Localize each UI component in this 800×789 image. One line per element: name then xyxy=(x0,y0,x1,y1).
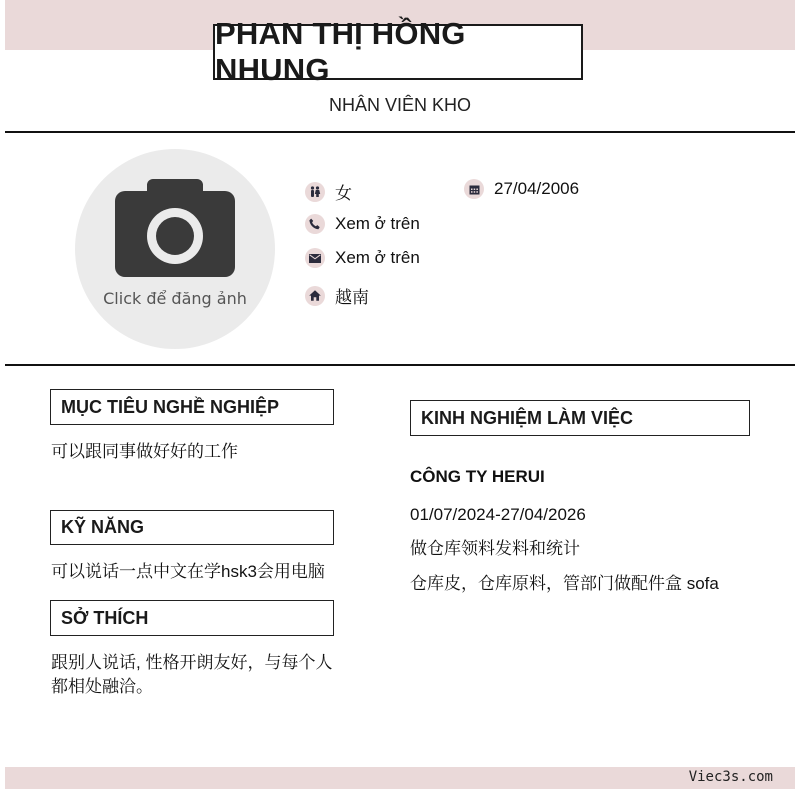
photo-caption: Click để đăng ảnh xyxy=(103,289,247,308)
gender-row xyxy=(305,179,352,204)
skills-heading: KỸ NĂNG xyxy=(50,510,334,545)
objective-text: 可以跟同事做好好的工作 xyxy=(51,442,238,461)
gender-value: 女 xyxy=(335,184,352,203)
hobbies-heading: SỞ THÍCH xyxy=(50,600,334,636)
gender-icon xyxy=(305,182,325,202)
address-row xyxy=(305,283,369,308)
divider-top xyxy=(5,131,795,133)
camera-icon xyxy=(115,177,235,282)
birthdate-row xyxy=(464,179,579,199)
home-icon xyxy=(305,286,325,306)
divider-middle xyxy=(5,364,795,366)
job-title: NHÂN VIÊN KHO xyxy=(328,95,472,115)
photo-upload[interactable] xyxy=(75,149,275,349)
hobbies-line-2: 都相处融洽。 xyxy=(51,677,153,696)
brand-watermark: Viec3s.com xyxy=(688,769,773,785)
skills-text: 可以说话一点中文在学hsk3会用电脑 xyxy=(51,562,325,581)
experience-period: 01/07/2024-27/04/2026 xyxy=(410,505,586,524)
objective-heading: MỤC TIÊU NGHỀ NGHIỆP xyxy=(50,389,334,425)
calendar-icon xyxy=(464,179,484,199)
experience-duty-2: 仓库皮，仓库原料，管部门做配件盒 sofa xyxy=(410,574,719,593)
envelope-icon xyxy=(305,248,325,268)
email-value: Xem ở trên xyxy=(335,248,420,267)
address-value: 越南 xyxy=(335,288,369,307)
footer-band xyxy=(5,767,795,789)
candidate-name: PHAN THỊ HỒNG NHUNG xyxy=(213,24,583,80)
hobbies-line-1: 跟别人说话, 性格开朗友好，与每个人 xyxy=(51,653,333,672)
phone-value: Xem ở trên xyxy=(335,214,420,233)
phone-row xyxy=(305,214,420,234)
birthdate-value: 27/04/2006 xyxy=(494,179,580,198)
company-name: CÔNG TY HERUI xyxy=(410,467,545,486)
phone-icon xyxy=(305,214,325,234)
experience-duty-1: 做仓库领料发料和统计 xyxy=(410,539,580,558)
hobbies-text xyxy=(51,651,332,699)
experience-heading: KINH NGHIỆM LÀM VIỆC xyxy=(410,400,750,436)
email-row xyxy=(305,248,420,268)
